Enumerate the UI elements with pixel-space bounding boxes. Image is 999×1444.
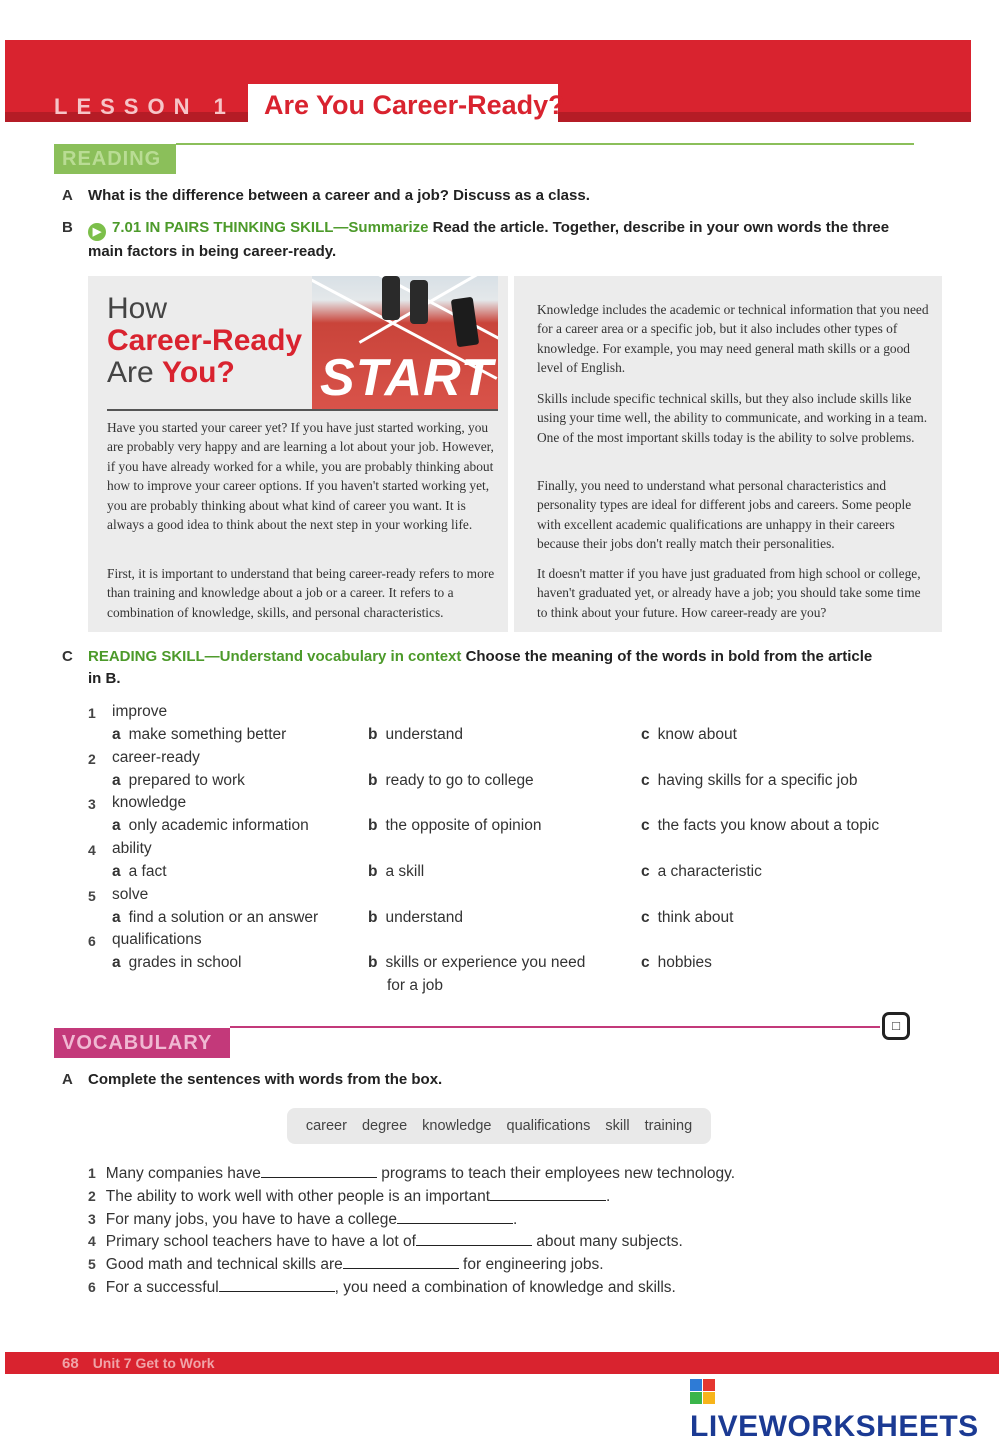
item-word: improve — [112, 703, 168, 720]
article-paragraph: Skills include specific technical skills, but they also include skills like using your time well, the ability to communicate, and working in a team. One of the most important skills today is the ability to solve problems. — [537, 391, 928, 445]
item-number: 2 — [88, 751, 96, 767]
unit-label: Unit 7 Get to Work — [92, 1355, 215, 1371]
question-text: What is the difference between a career and a job? Discuss as a class. — [88, 187, 590, 204]
reading-question-a — [62, 185, 948, 207]
vocabulary-divider — [230, 1026, 880, 1028]
item-number: 3 — [88, 796, 96, 812]
article-paragraph: First, it is important to understand that being career-ready refers to more than training and knowledge about a job or a career. It refers to a combination of knowledge, skills, and personal characteristics. — [107, 566, 495, 620]
question-text: Choose the meaning of the words in bold from the article in B. — [88, 648, 873, 687]
vocabulary-section-label: VOCABULARY — [54, 1028, 230, 1058]
question-letter: A — [62, 1071, 73, 1088]
reading-divider — [176, 143, 914, 145]
word-box-item: qualifications — [506, 1118, 591, 1134]
item-word: solve — [112, 886, 149, 903]
page-number: 68 — [62, 1355, 79, 1372]
sentence-3: 3 For many jobs, you have to have a college . — [88, 1211, 518, 1228]
question-text: Complete the sentences with words from the box. — [88, 1071, 443, 1088]
article-paragraph: Knowledge includes the academic or technical information that you need for a career area or a specific job, but it also includes other types of knowledge. For example, you may need general math skills or a good level of English. — [537, 302, 929, 376]
option-a[interactable]: a find a solution or an answer — [112, 909, 319, 926]
start-line-photo — [312, 276, 498, 410]
answer-blank[interactable] — [416, 1231, 532, 1246]
word-box-item: career — [305, 1118, 347, 1134]
worksheet-icon: □ — [882, 1012, 910, 1040]
start-label: START — [320, 349, 494, 407]
word-box-item: skill — [605, 1118, 630, 1134]
sentence-6: 6 For a successful , you need a combination of knowledge and skills. — [88, 1279, 676, 1296]
article-paragraph: It doesn't matter if you have just graduated from high school or college, haven't graduated yet, or already have a job; you should take some time to think about your future. How career-ready are you? — [537, 566, 921, 620]
answer-blank[interactable] — [219, 1277, 335, 1292]
answer-blank[interactable] — [397, 1209, 513, 1224]
item-number: 1 — [88, 705, 96, 721]
option-c[interactable]: c the facts you know about a topic — [641, 817, 880, 834]
liveworksheets-icon — [690, 1379, 716, 1405]
liveworksheets-logo: LIVEWORKSHEETS — [690, 1376, 999, 1444]
reading-question-c — [62, 646, 888, 690]
item-number: 4 — [88, 842, 96, 858]
article-paragraph: Have you started your career yet? If you have just started working, you are probably very happy and are learning a lot about your job. However, if you have already worked for a while, you are probably thinking about how to improve your career options. If you haven't started working yet, you are probably thinking about what kind of career you want. It is always a good idea to think about the next step in your working life. — [107, 420, 494, 533]
sentence-5: 5 Good math and technical skills are for engineering jobs. — [88, 1256, 604, 1273]
item-number: 5 — [88, 888, 96, 904]
option-c[interactable]: c think about — [641, 909, 734, 926]
option-c[interactable]: c hobbies — [641, 954, 712, 971]
option-c[interactable]: c know about — [641, 726, 737, 743]
sentence-1: 1 Many companies have programs to teach their employees new technology. — [88, 1165, 736, 1182]
sentence-4: 4 Primary school teachers have to have a lot of about many subjects. — [88, 1233, 683, 1250]
article-title-rule — [107, 409, 498, 411]
option-b[interactable]: b ready to go to college — [368, 772, 534, 789]
item-word: qualifications — [112, 931, 202, 948]
footer — [62, 1355, 215, 1372]
vocabulary-question-a — [62, 1069, 788, 1091]
option-a[interactable]: a only academic information — [112, 817, 309, 834]
word-box — [287, 1108, 711, 1144]
item-word: knowledge — [112, 794, 187, 811]
lesson-label: LESSON 1 — [54, 94, 235, 119]
track-label: 7.01 IN PAIRS THINKING SKILL—Summarize — [112, 219, 429, 236]
item-word: ability — [112, 840, 152, 857]
briefcase-icon — [451, 297, 479, 348]
answer-blank[interactable] — [261, 1163, 377, 1178]
option-c[interactable]: c a characteristic — [641, 863, 762, 880]
question-text: Read the article. Together, describe in your own words the three main factors in being career-ready. — [88, 219, 890, 260]
item-number: 6 — [88, 933, 96, 949]
reading-question-b — [62, 217, 918, 263]
option-a[interactable]: a prepared to work — [112, 772, 245, 789]
item-word: career-ready — [112, 749, 200, 766]
answer-blank[interactable] — [490, 1186, 606, 1201]
article-title-line1: How — [107, 292, 168, 325]
option-c[interactable]: c having skills for a specific job — [641, 772, 858, 789]
skill-label: READING SKILL—Understand vocabulary in context — [88, 648, 462, 665]
option-a[interactable]: a a fact — [112, 863, 167, 880]
option-b[interactable]: b understand — [368, 909, 464, 926]
answer-blank[interactable] — [343, 1254, 459, 1269]
option-b[interactable]: b a skill — [368, 863, 425, 880]
option-a[interactable]: a grades in school — [112, 954, 242, 971]
question-letter: A — [62, 187, 73, 204]
question-letter: C — [62, 648, 73, 665]
word-box-item: degree — [361, 1118, 408, 1134]
audio-icon[interactable]: ▶ — [88, 223, 106, 241]
option-b[interactable]: b the opposite of opinion — [368, 817, 542, 834]
word-box-item: training — [644, 1118, 693, 1134]
option-b[interactable]: b understand — [368, 726, 464, 743]
reading-section-label: READING — [54, 144, 176, 174]
article-title-line2: Career-Ready — [107, 324, 303, 357]
option-a[interactable]: a make something better — [112, 726, 287, 743]
sentence-2: 2 The ability to work well with other people is an important . — [88, 1188, 611, 1205]
option-b-continued: for a job — [387, 977, 444, 994]
article-title-line3: Are You? — [107, 356, 235, 389]
article-paragraph: Finally, you need to understand what personal characteristics and personality types are ideal for different jobs and careers. Some people with excellent academic qualifications are unhappy in their careers because their jobs don't really match their personalities. — [537, 478, 912, 552]
option-b[interactable]: b skills or experience you need — [368, 954, 586, 971]
question-letter: B — [62, 219, 73, 236]
page-title: Are You Career-Ready? — [264, 90, 565, 120]
word-box-item: knowledge — [422, 1118, 492, 1134]
